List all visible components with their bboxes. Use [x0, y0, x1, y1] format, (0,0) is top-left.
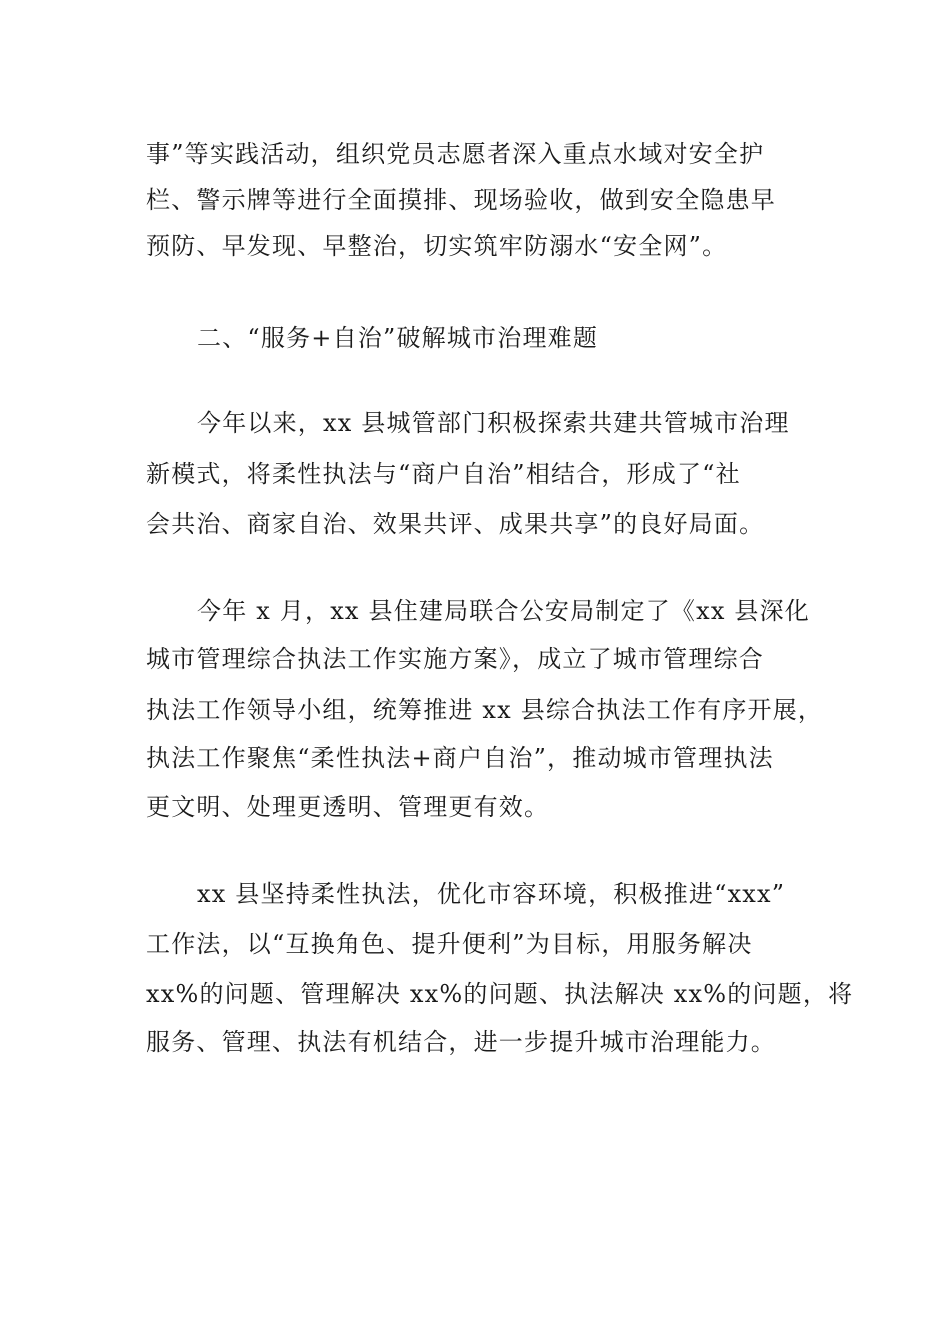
paragraph-line: 更文明、处理更透明、管理更有效。: [146, 793, 550, 821]
paragraph-line: 栏、警示牌等进行全面摸排、现场验收，做到安全隐患早: [146, 186, 776, 214]
paragraph-line: 预防、早发现、早整治，切实筑牢防溺水“安全网”。: [146, 232, 728, 260]
paragraph-line: 事”等实践活动，组织党员志愿者深入重点水域对安全护: [146, 140, 765, 168]
paragraph-line: 今年 x 月，xx 县住建局联合公安局制定了《xx 县深化: [197, 597, 810, 625]
paragraph-line: 今年以来，xx 县城管部门积极探索共建共管城市治理: [197, 409, 790, 437]
section-heading: 二、“服务+自治”破解城市治理难题: [197, 324, 599, 352]
paragraph-line: 工作法，以“互换角色、提升便利”为目标，用服务解决: [146, 930, 753, 958]
paragraph-line: 会共治、商家自治、效果共评、成果共享”的良好局面。: [146, 510, 765, 538]
paragraph-line: 新模式，将柔性执法与“商户自治”相结合，形成了“社: [146, 460, 741, 488]
paragraph-line: xx 县坚持柔性执法，优化市容环境，积极推进“xxx”: [197, 880, 786, 908]
paragraph-line: 服务、管理、执法有机结合，进一步提升城市治理能力。: [146, 1028, 776, 1056]
paragraph-line: xx%的问题、管理解决 xx%的问题、执法解决 xx%的问题，将: [146, 980, 854, 1008]
paragraph-line: 城市管理综合执法工作实施方案》，成立了城市管理综合: [146, 645, 764, 673]
paragraph-line: 执法工作领导小组，统筹推进 xx 县综合执法工作有序开展，: [146, 696, 824, 724]
paragraph-line: 执法工作聚焦“柔性执法+商户自治”，推动城市管理执法: [146, 744, 774, 772]
